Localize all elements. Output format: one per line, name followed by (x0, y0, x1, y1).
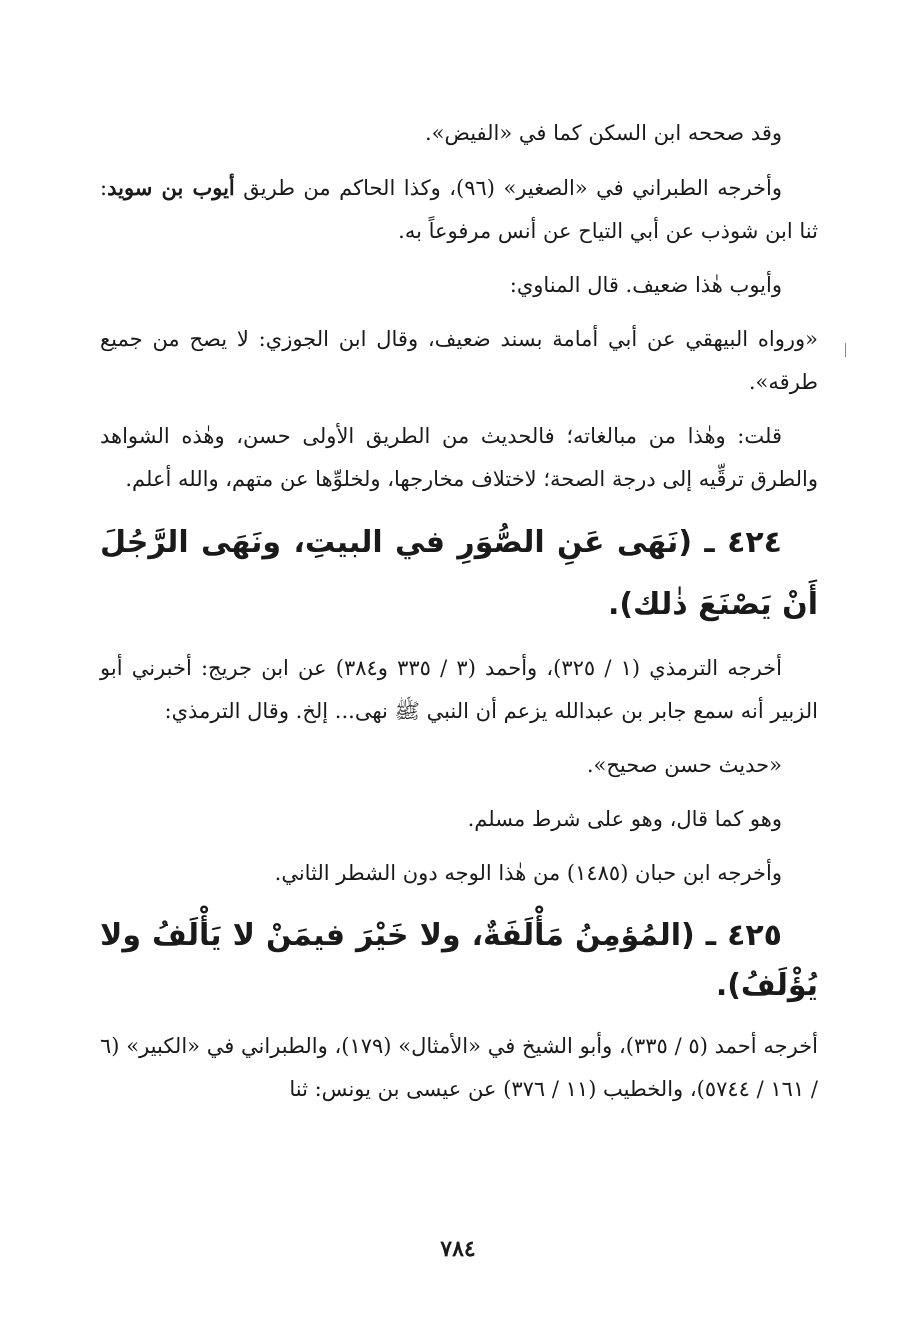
paragraph-ibn-hibban: وأخرجه ابن حبان (١٤٨٥) من هٰذا الوجه دون الشطر الثاني. (274, 861, 782, 885)
paragraph-commentary: قلت: وهٰذا من مبالغاته؛ فالحديث من الطريق الأولى حسن، وهٰذه الشواهد والطرق ترقِّيه إلى درجة الصحة؛ لاختلاف مخارجها، ولخلوِّها عن متهم، والله أعلم. (100, 424, 818, 491)
page-number: ٧٨٤ (440, 1236, 476, 1262)
hadith-heading-424: ٤٢٤ ـ (نَهَى عَنِ الصُّوَرِ في البيتِ، ونَهَى الرَّجُلَ أَنْ يَصْنَعَ ذٰلك). (100, 525, 818, 622)
paragraph-fayd: وقد صححه ابن السكن كما في «الفيض». (424, 121, 782, 145)
narrator-name: أيوب بن سويد (107, 175, 235, 200)
text-run: : ثنا ابن شوذب عن أبي التياح عن أنس مرفوعاً به. (100, 176, 818, 243)
paragraph-tabarani (100, 166, 818, 253)
text-run: وأخرجه الطبراني في «الصغير» (٩٦)، وكذا الحاكم من طريق (234, 176, 783, 200)
paragraph-tirmidhi: أخرجه الترمذي (١ / ٣٢٥)، وأحمد (٣ / ٣٣٥ و٣٨٤) عن ابن جريج: أخبرني أبو الزبير أنه سمع جابر بن عبدالله يزعم أن النبي ﷺ نهى... إلخ. وقال الترمذي: (100, 656, 818, 723)
body-text (100, 112, 818, 1122)
paragraph-muslim-condition: وهو كما قال، وهو على شرط مسلم. (467, 807, 782, 831)
hadith-heading-425: ٤٢٥ ـ (المُؤمِنُ مَأْلَفَةٌ، ولا خَيْرَ فيمَنْ لا يَأْلَفُ ولا يُؤْلَفُ). (100, 918, 818, 1003)
paragraph-hasan-sahih: «حديث حسن صحيح». (586, 753, 782, 777)
paragraph-bayhaqi-quote: «ورواه البيهقي عن أبي أمامة بسند ضعيف، وقال ابن الجوزي: لا يصح من جميع طرقه». (100, 327, 818, 394)
paragraph-ahmad: أخرجه أحمد (٥ / ٣٣٥)، وأبو الشيخ في «الأمثال» (١٧٩)، والطبراني في «الكبير» (٦ / ١٦١ / ٥٧٤٤)، والخطيب (١١ / ٣٧٦) عن عيسى بن يونس: ثنا (100, 1034, 818, 1101)
margin-mark (845, 343, 846, 357)
paragraph-ayyub: وأيوب هٰذا ضعيف. قال المناوي: (509, 273, 782, 297)
